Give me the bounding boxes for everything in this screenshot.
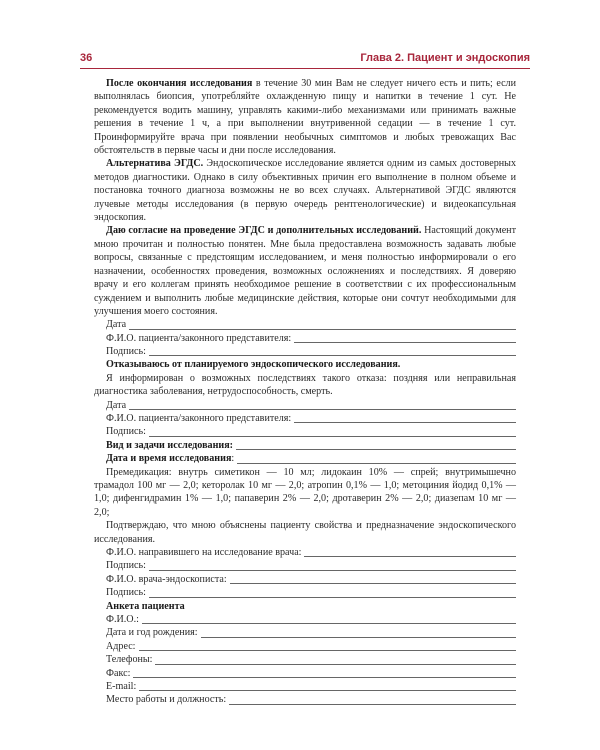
questionnaire-field-line[interactable] <box>133 677 516 678</box>
questionnaire-field-line[interactable] <box>139 650 517 651</box>
page-header <box>80 52 530 68</box>
questionnaire-field[interactable] <box>94 626 516 639</box>
referring-signature-label: Подпись: <box>106 560 146 572</box>
questionnaire-field-label: E-mail: <box>106 680 137 692</box>
header-rule <box>80 68 530 69</box>
referring-doctor-field[interactable] <box>94 546 516 559</box>
exam-goals-line[interactable] <box>236 449 516 450</box>
questionnaire-field-label: Факс: <box>106 667 131 679</box>
consent-heading: Даю согласие на проведение ЭГДС и дополнительных исследований. <box>106 225 422 237</box>
after-exam-paragraph <box>94 77 516 157</box>
refusal-signature-label: Подпись: <box>106 426 146 438</box>
consent-paragraph <box>94 224 516 318</box>
consent-patient-name-field[interactable] <box>94 332 516 345</box>
consent-date-line[interactable] <box>129 329 516 330</box>
document-body <box>94 77 516 707</box>
consent-patient-name-line[interactable] <box>294 342 516 343</box>
questionnaire-field-line[interactable] <box>139 690 516 691</box>
questionnaire-field[interactable] <box>94 680 516 693</box>
questionnaire-field-label: Дата и год рождения: <box>106 627 198 639</box>
questionnaire-field-label: Адрес: <box>106 640 136 652</box>
premedication-text: Премедикация: внутрь симетикон — 10 мл; лидокаин 10% — спрей; внутримышечно трамадол 100 мг — 2,0; кеторолак 10 мг — 2,0; атропин 0,1% — 1,0; метоциния йодид 0,1% — 1,0; дифенгидрамин 1% — 1,0; папаверин 2% — 2,0; дротаверин 2% — 2,0; диазепам 10 мг — 2,0; <box>94 466 516 518</box>
questionnaire-field[interactable] <box>94 667 516 680</box>
exam-datetime-line[interactable] <box>237 463 516 464</box>
refusal-heading: Отказываюсь от планируемого эндоскопического исследования. <box>106 359 401 371</box>
alternative-text: Эндоскопическое исследование является одним из самых достоверных методов диагностики. Однако в силу объективных причин его выполнение в полном объеме и постановка точного диагноза возможны не во всех случаях. Альтернативой ЭГДС являются лучевые методы исследования (в первую очередь рентгенологические) и видеокапсульная эндоскопия. <box>94 158 516 224</box>
exam-datetime-colon: : <box>231 453 235 465</box>
referring-doctor-line[interactable] <box>304 556 516 557</box>
exam-datetime-field[interactable] <box>94 452 516 465</box>
endoscopist-signature-label: Подпись: <box>106 587 146 599</box>
endoscopist-signature-line[interactable] <box>149 597 516 598</box>
refusal-patient-name-field[interactable] <box>94 412 516 425</box>
consent-signature-field[interactable] <box>94 345 516 358</box>
endoscopist-line[interactable] <box>230 583 516 584</box>
alternative-heading: Альтернатива ЭГДС. <box>106 158 204 170</box>
endoscopist-field[interactable] <box>94 573 516 586</box>
questionnaire-heading: Анкета пациента <box>106 600 185 612</box>
refusal-text: Я информирован о возможных последствиях такого отказа: поздняя или неправильная диагностика заболевания, нетрудоспособность, смерть. <box>94 372 516 398</box>
refusal-date-line[interactable] <box>129 409 516 410</box>
after-exam-heading: После окончания исследования <box>106 78 253 89</box>
questionnaire-field-line[interactable] <box>142 623 516 624</box>
referring-doctor-label: Ф.И.О. направившего на исследование врача: <box>106 547 302 559</box>
refusal-signature-line[interactable] <box>149 436 516 437</box>
refusal-date-field[interactable] <box>94 399 516 412</box>
questionnaire-field-label: Телефоны: <box>106 654 153 666</box>
consent-date-label: Дата <box>106 319 127 331</box>
consent-patient-name-label: Ф.И.О. пациента/законного представителя: <box>106 332 292 344</box>
refusal-date-label: Дата <box>106 399 127 411</box>
exam-datetime-label: Дата и время исследования <box>106 453 232 465</box>
consent-date-field[interactable] <box>94 318 516 331</box>
confirmation-text: Подтверждаю, что мною объяснены пациенту свойства и предназначение эндоскопического исследования. <box>94 520 516 545</box>
consent-signature-line[interactable] <box>149 355 516 356</box>
referring-signature-line[interactable] <box>149 570 516 571</box>
endoscopist-signature-field[interactable] <box>94 586 516 599</box>
after-exam-text: в течение 30 мин Вам не следует ничего есть и пить; если выполнялась биопсия, употребляйте охлажденную пищу и напитки в течение 1 сут. Не рекомендуется водить машину, управлять какими-либо механизмами или принимать важные решения в течение 1 ч, а при выполнении внутривенной седации — в течение 1 сут. Проинформируйте врача при появлении необычных симптомов и любых тревожащих Вас обстоятельств в первые часы и дни после исследования. <box>94 78 516 157</box>
consent-text: Настоящий документ мною прочитан и полностью понятен. Мне была предоставлена возможность задавать любые вопросы, связанные с предстоящим исследованием, и меня полностью информировали о его назначении, особенностях проведения, возможных осложнениях и последствиях. Я доверяю врачу и его коллегам принять необходимое решение в соответствии с их профессиональным суждением и выполнить любые медицинские действия, которые они сочтут необходимыми для улучшения моего состояния. <box>94 225 516 317</box>
questionnaire-field-label: Место работы и должность: <box>106 694 227 706</box>
questionnaire-field[interactable] <box>94 613 516 626</box>
refusal-patient-name-label: Ф.И.О. пациента/законного представителя: <box>106 413 292 425</box>
questionnaire-field[interactable] <box>94 653 516 666</box>
alternative-paragraph <box>94 157 516 224</box>
referring-signature-field[interactable] <box>94 559 516 572</box>
exam-goals-label: Вид и задачи исследования: <box>106 439 234 451</box>
questionnaire-field-line[interactable] <box>229 704 516 705</box>
questionnaire-field-line[interactable] <box>155 664 516 665</box>
page-number: 36 <box>80 52 93 64</box>
exam-goals-field[interactable] <box>94 439 516 452</box>
endoscopist-label: Ф.И.О. врача-эндоскописта: <box>106 573 227 585</box>
refusal-signature-field[interactable] <box>94 425 516 438</box>
questionnaire-field[interactable] <box>94 693 516 706</box>
refusal-patient-name-line[interactable] <box>294 422 516 423</box>
chapter-title: Глава 2. Пациент и эндоскопия <box>360 52 530 64</box>
questionnaire-field-line[interactable] <box>201 637 516 638</box>
questionnaire-field-label: Ф.И.О.: <box>106 614 139 626</box>
consent-signature-label: Подпись: <box>106 346 146 358</box>
questionnaire-field[interactable] <box>94 640 516 653</box>
